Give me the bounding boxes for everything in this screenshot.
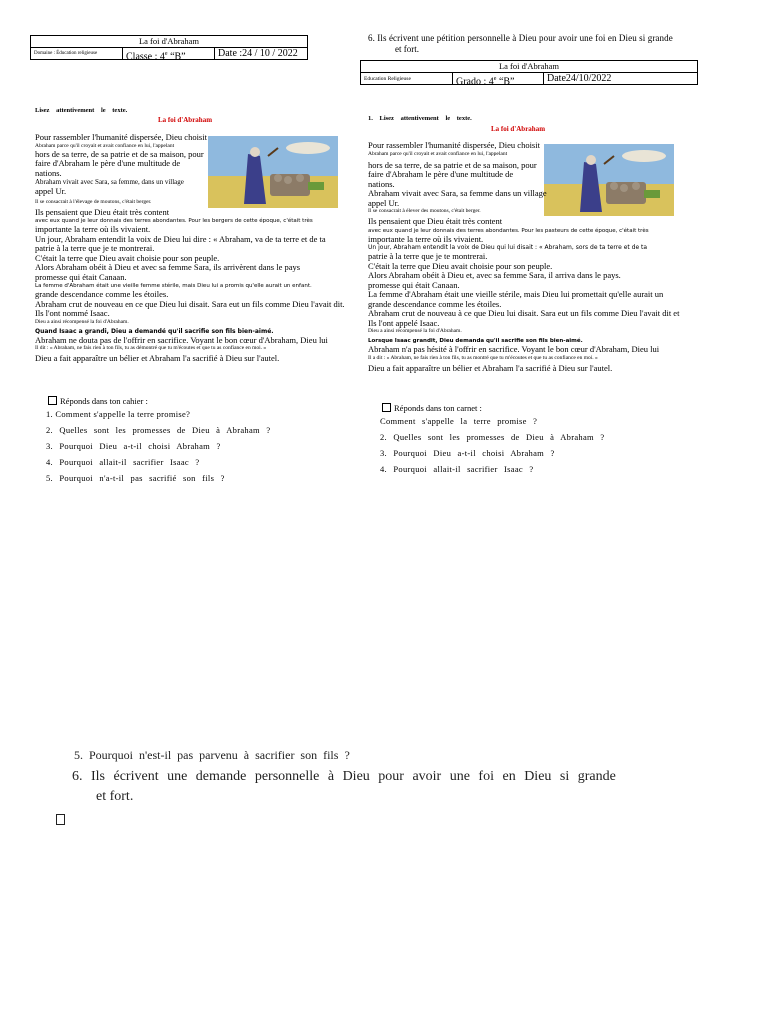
- right-para-14: Alors Abraham obéit à Dieu et, avec sa femme Sara, il arriva dans le pays.: [368, 270, 621, 280]
- left-answer-prompt-text: Réponds dans ton cahier :: [60, 396, 148, 406]
- left-para-15: promesse qui était Canaan.: [35, 271, 127, 282]
- left-question-3: 3. Pourquoi Dieu a-t-il choisi Abraham ?: [46, 441, 221, 451]
- left-question-2: 2. Quelles sont les promesses de Dieu à Abraham ?: [46, 425, 271, 435]
- left-header-title: La foi d'Abraham: [31, 36, 307, 48]
- left-para-22: Abraham ne douta pas de l'offrir en sacrifice. Voyant le bon cœur d'Abraham, Dieu lui: [35, 334, 328, 345]
- left-para-20: Dieu a ainsi récompensé la foi d'Abraham.: [35, 318, 129, 325]
- right-para-16: La femme d'Abraham était une vieille stérile, mais Dieu lui promettait qu'elle aurait un: [368, 289, 664, 299]
- right-top-question-line2: et fort.: [395, 44, 419, 54]
- right-para-23: Il a dit : « Abraham, ne fais rien à ton fils, tu as montré que tu m'écoutes et que tu as confiance en moi. »: [368, 354, 598, 361]
- right-para-0: Pour rassembler l'humanité dispersée, Dieu choisit: [368, 140, 540, 150]
- right-header-title: La foi d'Abraham: [361, 61, 697, 73]
- left-header-table: [30, 35, 308, 60]
- left-para-17: grande descendance comme les étoiles.: [35, 289, 169, 299]
- right-question-3: 3. Pourquoi Dieu a-t-il choisi Abraham ?: [380, 448, 555, 458]
- left-header-class: Classe : 4e “B”: [123, 48, 215, 60]
- right-top-question: [368, 33, 768, 55]
- bottom-checkbox-symbol-icon: [56, 814, 65, 825]
- right-header-table: [360, 60, 698, 85]
- right-story-text: [368, 141, 698, 373]
- right-para-5: Abraham vivait avec Sara, sa femme dans un village: [368, 188, 547, 198]
- left-para-13: C'était la terre que Dieu avait choisie pour son peuple.: [35, 252, 220, 263]
- left-para-2: hors de sa terre, de sa patrie et de sa maison, pour: [35, 148, 204, 159]
- left-para-23: Il dit : « Abraham, ne fais rien à ton fils, tu as démontré que tu m'écoutes et que tu as confiance en moi. »: [35, 345, 267, 351]
- right-para-20: Dieu a ainsi récompensé la foi d'Abraham.: [368, 328, 462, 334]
- left-para-19: Ils l'ont nommé Isaac.: [35, 308, 110, 318]
- bottom-question-6-line2: et fort.: [96, 789, 134, 804]
- right-header-domain: Education Religieuse: [361, 73, 453, 85]
- right-para-7: Il se consacrait à élever des moutons, c'était berger.: [368, 208, 481, 214]
- right-instruction: 1. Lisez attentivement le texte.: [368, 115, 472, 122]
- right-para-12: patrie à la terre que je te montrerai.: [368, 251, 488, 261]
- left-para-7: Il se consacrait à l'élevage de moutons, c'était berger.: [35, 198, 152, 205]
- right-para-17: grande descendance comme les étoiles.: [368, 298, 502, 309]
- right-para-10: importante la terre où ils vivaient.: [368, 233, 484, 244]
- left-para-16: La femme d'Abraham était une vieille femme stérile, mais Dieu lui a promis qu'elle aurait un enfant.: [35, 283, 312, 289]
- left-question-list: [46, 406, 270, 486]
- right-para-3: faire d'Abraham le père d'une multitude de: [368, 169, 514, 179]
- right-question-2: 2. Quelles sont les promesses de Dieu à Abraham ?: [380, 432, 605, 442]
- left-para-1: Abraham parce qu'il croyait et avait confiance en lui, l'appelant: [35, 142, 175, 149]
- left-para-9: avec eux quand je leur donnais des terres abondantes. Pour les bergers de cette époque, c'était très: [35, 218, 313, 224]
- right-para-24: Dieu a fait apparaître un bélier et Abraham l'a sacrifié à Dieu sur l'autel.: [368, 362, 613, 373]
- left-para-24: Dieu a fait apparaître un bélier et Abraham l'a sacrifié à Dieu sur l'autel.: [35, 353, 280, 363]
- bottom-question-6-line1: 6. Ils écrivent une demande personnelle à Dieu pour avoir une foi en Dieu si grande: [72, 769, 616, 784]
- right-heading: La foi d'Abraham: [490, 125, 546, 133]
- right-para-6: appel Ur.: [368, 197, 400, 208]
- right-para-13: C'était la terre que Dieu avait choisie pour son peuple.: [368, 260, 553, 271]
- right-para-8: Ils pensaient que Dieu était très content: [368, 216, 503, 226]
- left-header-date: Date :24 / 10 / 2022: [218, 48, 298, 59]
- left-para-21: Quand Isaac a grandi, Dieu a demandé qu'il sacrifie son fils bien-aimé.: [35, 327, 274, 335]
- right-para-18: Abraham crut de nouveau à ce que Dieu lui disait. Sara eut un fils comme Dieu l'avait dit et: [368, 308, 680, 318]
- left-para-0: Pour rassembler l'humanité dispersée, Dieu choisit: [35, 132, 207, 142]
- right-para-19: Ils l'ont appelé Isaac.: [368, 317, 440, 328]
- left-para-8: Ils pensaient que Dieu était très content: [35, 206, 170, 217]
- right-header-class: Grado : 4e “B”: [453, 73, 544, 85]
- left-question-5: 5. Pourquoi n'a-t-il pas sacrifié son fils ?: [46, 473, 225, 483]
- left-answer-prompt: [48, 396, 148, 406]
- right-question-1: Comment s'appelle la terre promise ?: [380, 416, 538, 426]
- left-para-10: importante la terre où ils vivaient.: [35, 224, 151, 234]
- right-para-1: Abraham parce qu'il croyait et avait confiance en lui, l'appelant: [368, 150, 508, 157]
- checkbox-symbol-icon: [48, 396, 57, 405]
- left-para-14: Alors Abraham obéit à Dieu et avec sa femme Sara, ils arrivèrent dans le pays: [35, 262, 301, 272]
- left-para-12: patrie à la terre que je te montrerai.: [35, 243, 155, 253]
- left-instruction: Lisez attentivement le texte.: [35, 107, 128, 114]
- left-para-3: faire d'Abraham le père d'une multitude de: [35, 158, 181, 168]
- right-question-4: 4. Pourquoi allait-il sacrifier Isaac ?: [380, 464, 534, 474]
- left-para-4: nations.: [35, 167, 62, 178]
- right-para-2: hors de sa terre, de sa patrie et de sa maison, pour: [368, 159, 537, 170]
- right-para-4: nations.: [368, 178, 395, 189]
- left-story-text: [35, 133, 365, 364]
- bottom-question-6: [72, 767, 712, 807]
- left-header-domain: Domaine : Éducation religieuse: [31, 48, 123, 60]
- right-para-9: avec eux quand je leur donnais des terres abondantes. Pour les pasteurs de cette époque, c'était très: [368, 227, 649, 234]
- checkbox-symbol-icon: [382, 403, 391, 412]
- left-para-6: appel Ur.: [35, 186, 67, 196]
- left-heading: La foi d'Abraham: [157, 116, 213, 124]
- right-top-question-line1: 6. Ils écrivent une pétition personnelle à Dieu pour avoir une foi en Dieu si grande: [368, 33, 673, 43]
- right-answer-prompt-text: Réponds dans ton carnet :: [394, 403, 482, 413]
- left-para-5: Abraham vivait avec Sara, sa femme, dans un village: [35, 178, 184, 186]
- right-answer-prompt: [382, 403, 482, 413]
- bottom-question-5: 5. Pourquoi n'est-il pas parvenu à sacrifier son fils ?: [74, 748, 350, 762]
- left-para-18: Abraham crut de nouveau en ce que Dieu lui disait. Sara eut un fils comme Dieu l'avait dit.: [35, 298, 345, 309]
- left-question-4: 4. Pourquoi allait-il sacrifier Isaac ?: [46, 457, 200, 467]
- right-para-21: Lorsque Isaac grandit, Dieu demanda qu'il sacrifie son fils bien-aimé.: [368, 338, 583, 344]
- right-para-22: Abraham n'a pas hésité à l'offrir en sacrifice. Voyant le bon cœur d'Abraham, Dieu lui: [368, 344, 660, 354]
- right-question-list: [380, 413, 604, 477]
- right-header-date: Date24/10/2022: [547, 73, 612, 84]
- right-para-15: promesse qui était Canaan.: [368, 279, 460, 290]
- left-para-11: Un jour, Abraham entendit la voix de Dieu lui dire : « Abraham, va de ta terre et de ta: [35, 233, 326, 244]
- right-para-11: Un jour, Abraham entendit la voix de Dieu qui lui disait : « Abraham, sors de ta terre et de ta: [368, 244, 648, 251]
- left-question-1: 1. Comment s'appelle la terre promise?: [46, 409, 191, 419]
